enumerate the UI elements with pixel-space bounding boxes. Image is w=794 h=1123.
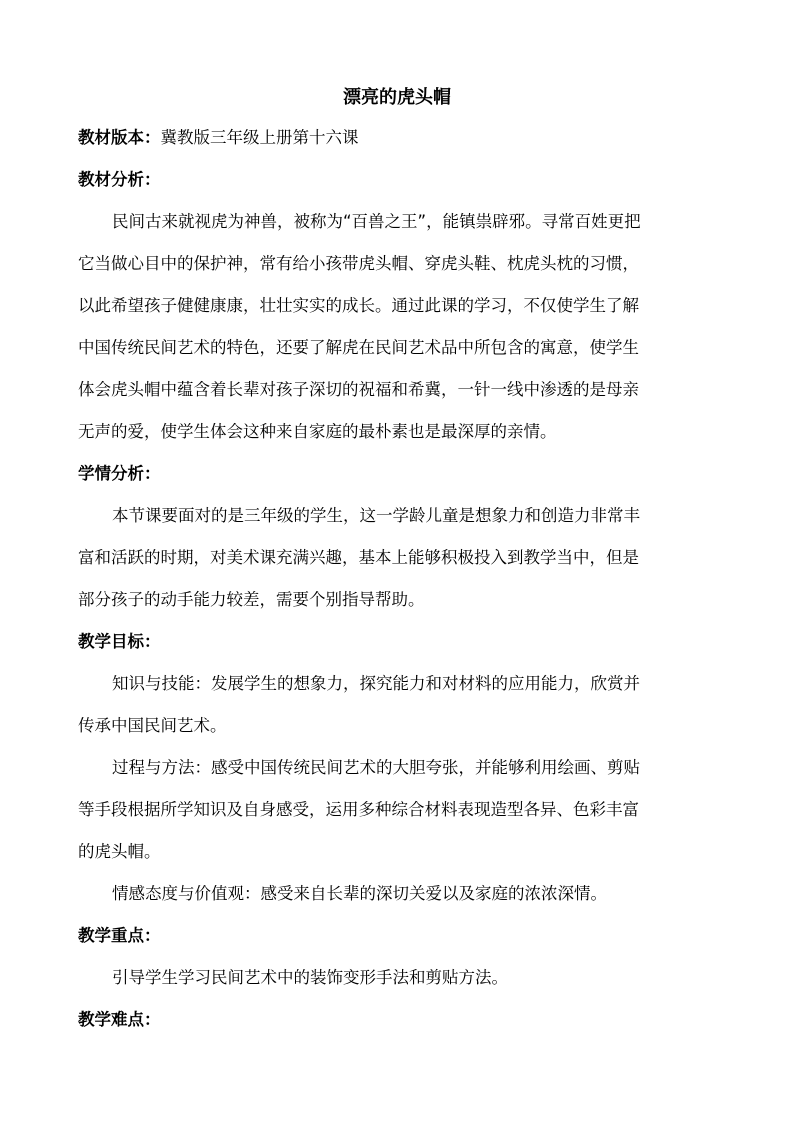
- key-points-line: 引导学生学习民间艺术中的装饰变形手法和剪贴方法。: [112, 968, 508, 987]
- analysis-heading: 教材分析：: [78, 170, 161, 189]
- goal-process-line: 的虎头帽。: [78, 842, 161, 861]
- analysis-line: 体会虎头帽中蕴含着长辈对孩子深切的祝福和希冀，一针一线中渗透的是母亲: [78, 380, 639, 399]
- goal-process-line: 过程与方法：感受中国传统民间艺术的大胆夸张，并能够利用绘画、剪贴: [112, 758, 640, 777]
- learner-heading: 学情分析：: [78, 464, 161, 483]
- goals-heading: 教学目标：: [78, 632, 161, 651]
- learner-line: 富和活跃的时期，对美术课充满兴趣，基本上能够积极投入到教学当中，但是: [78, 548, 639, 567]
- analysis-line: 中国传统民间艺术的特色，还要了解虎在民间艺术品中所包含的寓意，使学生: [78, 338, 639, 357]
- goal-knowledge-line: 传承中国民间艺术。: [78, 716, 227, 735]
- goal-process-line: 等手段根据所学知识及自身感受，运用多种综合材料表现造型各异、色彩丰富: [78, 800, 639, 819]
- document-title: 漂亮的虎头帽: [343, 87, 451, 108]
- learner-line: 部分孩子的动手能力较差，需要个别指导帮助。: [78, 590, 425, 609]
- analysis-line: 以此希望孩子健健康康，壮壮实实的成长。通过此课的学习，不仅使学生了解: [78, 296, 639, 315]
- analysis-line: 它当做心目中的保护神，常有给小孩带虎头帽、穿虎头鞋、枕虎头枕的习惯，: [78, 254, 639, 273]
- goal-knowledge-line: 知识与技能：发展学生的想象力，探究能力和对材料的应用能力，欣赏并: [112, 674, 640, 693]
- goal-emotion-line: 情感态度与价值观：感受来自长辈的深切关爱以及家庭的浓浓深情。: [112, 884, 607, 903]
- textbook-version-value: 冀教版三年级上册第十六课: [160, 128, 359, 147]
- textbook-version-label: 教材版本：: [78, 128, 161, 147]
- key-points-heading: 教学重点：: [78, 926, 161, 945]
- analysis-line: 民间古来就视虎为神兽，被称为“百兽之王”，能镇祟辟邪。寻常百姓更把: [112, 212, 641, 231]
- textbook-version: [78, 126, 718, 150]
- difficulty-heading: 教学难点：: [78, 1010, 161, 1029]
- analysis-line: 无声的爱，使学生体会这种来自家庭的最朴素也是最深厚的亲情。: [78, 422, 557, 441]
- learner-line: 本节课要面对的是三年级的学生，这一学龄儿童是想象力和创造力非常丰: [112, 506, 640, 525]
